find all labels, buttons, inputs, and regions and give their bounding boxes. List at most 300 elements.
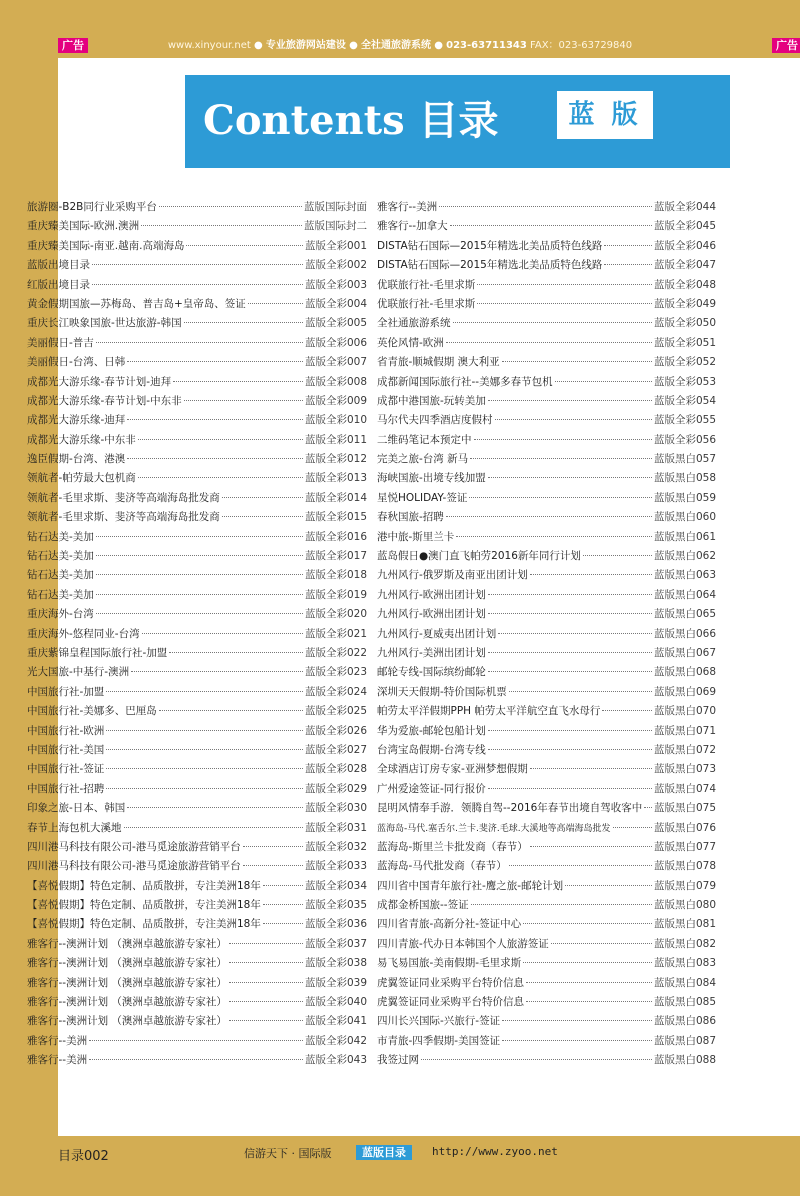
dot-leader — [138, 477, 303, 478]
toc-entry[interactable] — [27, 935, 367, 954]
toc-entry-page: 蓝版全彩052 — [653, 356, 716, 369]
toc-entry[interactable] — [27, 373, 367, 392]
toc-entry-page: 蓝版黑白069 — [653, 685, 716, 698]
toc-entry-title: 雅客行--澳洲计划 （澳洲卓越旅游专家社） — [27, 996, 227, 1009]
toc-entry-page: 蓝版全彩006 — [304, 336, 367, 349]
toc-entry-title: 春秋国旅-招聘 — [377, 511, 444, 524]
toc-entry-title: 雅客行--澳洲计划 （澳洲卓越旅游专家社） — [27, 937, 227, 950]
toc-entry[interactable] — [27, 625, 367, 644]
toc-entry-title: 领航者-毛里求斯、斐济等高端海岛批发商 — [27, 511, 220, 524]
dot-leader — [604, 245, 652, 246]
header-slogan-2: 全社通旅游系统 — [361, 40, 432, 51]
toc-entry[interactable] — [377, 954, 716, 973]
dot-leader — [446, 342, 652, 343]
toc-entry[interactable] — [27, 760, 367, 779]
toc-entry[interactable] — [27, 896, 367, 915]
toc-entry-title: 雅客行--加拿大 — [377, 220, 448, 233]
dot-leader — [96, 613, 303, 614]
toc-entry-title: 易飞易国旅-美南假期-毛里求斯 — [377, 957, 522, 970]
toc-entry-page: 蓝版黑白087 — [653, 1034, 716, 1047]
toc-entry-title: 英伦风情-欧洲 — [377, 336, 444, 349]
dot-leader — [263, 923, 303, 924]
dot-leader — [124, 827, 303, 828]
dot-leader — [141, 225, 302, 226]
toc-entry[interactable] — [377, 528, 716, 547]
dot-leader — [488, 749, 652, 750]
toc-entry-title: 成都光大游乐缘-春节计划-中东非 — [27, 394, 182, 407]
toc-entry[interactable] — [377, 605, 716, 624]
toc-entry-page: 蓝版全彩001 — [304, 239, 367, 252]
dot-leader — [474, 439, 652, 440]
toc-entry[interactable] — [27, 586, 367, 605]
dot-leader — [502, 1020, 652, 1021]
toc-entry[interactable] — [27, 915, 367, 934]
dot-leader — [106, 691, 303, 692]
dot-leader — [530, 768, 652, 769]
toc-entry-title: 逸臣假期-台湾、港澳 — [27, 453, 126, 466]
toc-entry-page: 蓝版全彩026 — [304, 724, 367, 737]
toc-entry[interactable] — [27, 663, 367, 682]
toc-entry[interactable] — [377, 198, 716, 217]
toc-entry-title: 蓝海岛-斯里兰卡批发商（春节） — [377, 840, 528, 853]
dot-leader — [502, 1040, 652, 1041]
toc-entry-page: 蓝版全彩024 — [304, 685, 367, 698]
toc-entry-page: 蓝版黑白068 — [653, 666, 716, 679]
toc-entry-title: 美丽假日-台湾、日韩 — [27, 356, 126, 369]
footer-page-number: 目录002 — [58, 1149, 109, 1164]
toc-entry[interactable] — [27, 276, 367, 295]
toc-entry-title: 九州风行-欧洲出团计划 — [377, 588, 486, 601]
dot-leader — [456, 536, 652, 537]
toc-entry-title: 成都新闻国际旅行社--美娜多春节包机 — [377, 375, 553, 388]
header-url[interactable]: www.xinyour.net — [167, 40, 251, 51]
toc-entry[interactable] — [377, 508, 716, 527]
toc-entry-title: 黄金假期国旅—苏梅岛、普吉岛+皇帝岛、签证 — [27, 297, 246, 310]
toc-entry-page: 蓝版黑白083 — [653, 957, 716, 970]
toc-entry-page: 蓝版全彩025 — [304, 705, 367, 718]
toc-entry[interactable] — [27, 1012, 367, 1031]
dot-leader — [229, 1020, 303, 1021]
dot-leader — [229, 943, 303, 944]
footer-brand: 信游天下 · 国际版 — [244, 1147, 332, 1160]
toc-entry[interactable] — [377, 722, 716, 741]
toc-entry-page: 蓝版全彩013 — [304, 472, 367, 485]
toc-entry-title: 中国旅行社-美娜多、巴厘岛 — [27, 705, 157, 718]
toc-entry-title: 四川长兴国际-兴旅行-签证 — [377, 1015, 501, 1028]
dot-leader — [131, 671, 303, 672]
toc-entry-page: 蓝版黑白058 — [653, 472, 716, 485]
toc-entry[interactable] — [377, 566, 716, 585]
toc-entry-page: 蓝版全彩014 — [304, 491, 367, 504]
dot-leader — [92, 264, 303, 265]
toc-entry-page: 蓝版黑白057 — [653, 453, 716, 466]
toc-entry[interactable] — [27, 993, 367, 1012]
toc-entry[interactable] — [377, 780, 716, 799]
dot-leader — [488, 400, 652, 401]
toc-entry-page: 蓝版全彩030 — [304, 802, 367, 815]
toc-entry-page: 蓝版全彩003 — [304, 278, 367, 291]
dot-leader — [184, 322, 303, 323]
toc-entry[interactable] — [377, 663, 716, 682]
toc-entry-page: 蓝版全彩027 — [304, 743, 367, 756]
toc-entry[interactable] — [377, 392, 716, 411]
toc-entry[interactable] — [377, 683, 716, 702]
dot-leader — [138, 439, 303, 440]
toc-entry-title: 马尔代夫四季酒店度假村 — [377, 414, 493, 427]
toc-entry-page: 蓝版全彩004 — [304, 297, 367, 310]
dot-leader — [488, 788, 652, 789]
toc-entry[interactable] — [27, 411, 367, 430]
toc-entry[interactable] — [377, 935, 716, 954]
dot-leader — [159, 206, 302, 207]
toc-entry[interactable] — [377, 625, 716, 644]
toc-entry-title: 钻石达美-美加 — [27, 569, 94, 582]
toc-entry[interactable] — [377, 276, 716, 295]
toc-entry[interactable] — [27, 450, 367, 469]
toc-column-left — [27, 198, 367, 1071]
toc-entry-title: 蓝岛假日●澳门直飞帕劳2016新年同行计划 — [377, 550, 581, 563]
toc-entry-page: 蓝版黑白066 — [653, 627, 716, 640]
dot-leader — [186, 245, 302, 246]
toc-entry-title: 全社通旅游系统 — [377, 317, 451, 330]
toc-entry-page: 蓝版黑白080 — [653, 899, 716, 912]
toc-entry[interactable] — [27, 528, 367, 547]
toc-entry[interactable] — [377, 760, 716, 779]
toc-entry[interactable] — [377, 702, 716, 721]
toc-entry-title: 钻石达美-美加 — [27, 550, 94, 563]
toc-entry-page: 蓝版全彩055 — [653, 414, 716, 427]
dot-leader — [488, 671, 652, 672]
bullet: ● — [434, 40, 447, 51]
toc-entry[interactable] — [27, 741, 367, 760]
dot-leader — [127, 361, 303, 362]
toc-entry[interactable] — [377, 547, 716, 566]
toc-entry[interactable] — [27, 237, 367, 256]
toc-entry-title: 台湾宝岛假期-台湾专线 — [377, 743, 486, 756]
toc-entry-page: 蓝版全彩011 — [304, 433, 367, 446]
toc-entry-page: 蓝版全彩044 — [653, 201, 716, 213]
toc-entry-title: 中国旅行社-加盟 — [27, 685, 105, 698]
dot-leader — [159, 710, 303, 711]
toc-entry-page: 蓝版黑白073 — [653, 763, 716, 776]
toc-entry-title: 重庆海外-悠程同业-台湾 — [27, 627, 140, 640]
dot-leader — [263, 885, 303, 886]
toc-entry[interactable] — [377, 993, 716, 1012]
toc-entry-title: 四川港马科技有限公司-港马觅途旅游营销平台 — [27, 840, 241, 853]
toc-entry-title: 成都中港国旅-玩转美加 — [377, 394, 486, 407]
dot-leader — [495, 419, 652, 420]
toc-entry-title: 优联旅行社-毛里求斯 — [377, 278, 476, 291]
toc-entry[interactable] — [27, 392, 367, 411]
dot-leader — [526, 982, 652, 983]
toc-entry[interactable] — [27, 566, 367, 585]
toc-entry-page: 蓝版全彩054 — [653, 394, 716, 407]
toc-entry[interactable] — [27, 974, 367, 993]
toc-entry-title: 华为爱旅-邮轮包船计划 — [377, 724, 486, 737]
toc-entry[interactable] — [27, 334, 367, 353]
dot-leader — [477, 284, 652, 285]
toc-entry-title: 完美之旅-台湾 新马 — [377, 453, 469, 466]
toc-entry[interactable] — [27, 683, 367, 702]
toc-entry-title: 四川港马科技有限公司-港马觅途旅游营销平台 — [27, 860, 241, 873]
toc-entry-title: 蓝海岛-马代批发商（春节） — [377, 860, 507, 873]
toc-entry-title: 重庆臻美国际-南亚.越南.高端海岛 — [27, 239, 185, 252]
toc-entry-title: 海峡国旅-出境专线加盟 — [377, 472, 486, 485]
dot-leader — [421, 1059, 652, 1060]
toc-entry-page: 蓝版全彩029 — [304, 782, 367, 795]
toc-entry-page: 蓝版全彩050 — [653, 317, 716, 330]
dot-leader — [89, 1059, 303, 1060]
toc-entry-title: 九州风行-欧洲出团计划 — [377, 608, 486, 621]
dot-leader — [173, 381, 303, 382]
toc-entry[interactable] — [377, 1012, 716, 1031]
toc-entry[interactable] — [27, 217, 367, 236]
toc-entry-title: 雅客行--澳洲计划 （澳洲卓越旅游专家社） — [27, 957, 227, 970]
footer-url[interactable]: http://www.zyoo.net — [432, 1145, 558, 1158]
toc-entry[interactable] — [377, 1032, 716, 1051]
toc-entry[interactable] — [27, 469, 367, 488]
toc-entry-title: 四川省中国青年旅行社-鹰之旅-邮轮计划 — [377, 879, 564, 892]
contents-banner — [185, 75, 730, 168]
toc-entry-title: 光大国旅-中基行-澳洲 — [27, 666, 130, 679]
toc-entry-page: 蓝版黑白081 — [653, 918, 716, 931]
toc-entry[interactable] — [377, 469, 716, 488]
dot-leader — [106, 788, 303, 789]
toc-entry-title: 九州风行-俄罗斯及南亚出团计划 — [377, 569, 528, 582]
toc-entry-title: 领航者-帕劳最大包机商 — [27, 472, 136, 485]
toc-entry-page: 蓝版全彩002 — [304, 259, 367, 272]
toc-entry-title: 雅客行--美洲 — [377, 201, 438, 213]
header-phone: 023-63711343 — [446, 40, 527, 51]
toc-entry-title: 优联旅行社-毛里求斯 — [377, 297, 476, 310]
toc-entry[interactable] — [377, 741, 716, 760]
toc-entry-title: 九州风行-美洲出团计划 — [377, 646, 486, 659]
dot-leader — [243, 865, 303, 866]
toc-entry[interactable] — [27, 489, 367, 508]
toc-entry-title: 蓝海岛-马代.塞舌尔.兰卡.斐济.毛球.大溪地等高端海岛批发 — [377, 823, 611, 834]
toc-entry-page: 蓝版全彩021 — [304, 627, 367, 640]
toc-entry-title: 我签过网 — [377, 1054, 419, 1067]
toc-entry-page: 蓝版黑白084 — [653, 976, 716, 989]
toc-entry[interactable] — [377, 838, 716, 857]
toc-entry-title: 雅客行--美洲 — [27, 1034, 88, 1047]
dot-leader — [604, 264, 652, 265]
dot-leader — [453, 322, 652, 323]
toc-entry[interactable] — [377, 974, 716, 993]
toc-entry[interactable] — [377, 314, 716, 333]
toc-entry-title: 蓝版出境目录 — [27, 259, 90, 272]
toc-entry-page: 蓝版黑白075 — [653, 802, 716, 815]
toc-entry[interactable] — [27, 1032, 367, 1051]
toc-entry-title: 中国旅行社-签证 — [27, 763, 105, 776]
ad-badge-right: 广告 — [772, 38, 800, 53]
toc-entry-title: 美丽假日-普吉 — [27, 336, 94, 349]
toc-entry-title: 重庆海外-台湾 — [27, 608, 94, 621]
toc-entry-title: DISTA钻石国际—2015年精选北美品质特色线路 — [377, 239, 603, 252]
toc-entry-page: 蓝版黑白059 — [653, 491, 716, 504]
toc-entry[interactable] — [377, 295, 716, 314]
toc-entry[interactable] — [27, 431, 367, 450]
toc-entry-page: 蓝版全彩048 — [653, 278, 716, 291]
toc-entry-title: 虎翼签证同业采购平台特价信息 — [377, 976, 524, 989]
toc-entry[interactable] — [377, 373, 716, 392]
toc-entry-page: 蓝版全彩015 — [304, 511, 367, 524]
dot-leader — [644, 807, 652, 808]
footer-badge: 蓝版目录 — [356, 1145, 412, 1160]
dot-leader — [555, 381, 652, 382]
dot-leader — [96, 574, 303, 575]
dot-leader — [502, 361, 652, 362]
toc-entry[interactable] — [27, 954, 367, 973]
toc-entry-page: 蓝版黑白063 — [653, 569, 716, 582]
ad-badge-left: 广告 — [58, 38, 88, 53]
toc-entry[interactable] — [27, 799, 367, 818]
toc-entry-title: DISTA钻石国际—2015年精选北美品质特色线路 — [377, 259, 603, 272]
dot-leader — [92, 284, 303, 285]
toc-entry[interactable] — [377, 431, 716, 450]
toc-entry[interactable] — [27, 295, 367, 314]
toc-entry-title: 成都光大游乐缘-迪拜 — [27, 414, 126, 427]
toc-entry[interactable] — [27, 547, 367, 566]
toc-entry[interactable] — [377, 450, 716, 469]
toc-entry[interactable] — [377, 334, 716, 353]
toc-entry[interactable] — [377, 586, 716, 605]
toc-entry-page: 蓝版全彩038 — [304, 957, 367, 970]
toc-entry[interactable] — [27, 644, 367, 663]
toc-entry-page: 蓝版全彩032 — [304, 840, 367, 853]
toc-entry-title: 重庆长江映象国旅-世达旅游-韩国 — [27, 317, 182, 330]
toc-entry[interactable] — [377, 256, 716, 275]
dot-leader — [89, 1040, 303, 1041]
toc-entry[interactable] — [27, 722, 367, 741]
dot-leader — [106, 730, 303, 731]
toc-entry-title: 港中旅-斯里兰卡 — [377, 530, 455, 543]
bullet: ● — [254, 40, 266, 51]
toc-entry-title: 雅客行--澳洲计划 （澳洲卓越旅游专家社） — [27, 976, 227, 989]
toc-entry[interactable] — [27, 780, 367, 799]
toc-entry[interactable] — [377, 877, 716, 896]
toc-entry-page: 蓝版黑白071 — [653, 724, 716, 737]
toc-entry[interactable] — [377, 896, 716, 915]
toc-entry-title: 广州爱途签证-同行报价 — [377, 782, 486, 795]
toc-entry-page: 蓝版全彩022 — [304, 646, 367, 659]
toc-entry[interactable] — [377, 644, 716, 663]
footer — [0, 1136, 800, 1196]
toc-entry-title: 【喜悦假期】特色定制、品质散拼，专注美洲18年 — [27, 879, 261, 892]
dot-leader — [229, 982, 303, 983]
dot-leader — [613, 827, 652, 828]
toc-entry-page: 蓝版全彩047 — [653, 259, 716, 272]
toc-entry-title: 邮轮专线-国际缤纷邮轮 — [377, 666, 486, 679]
edition-badge: 蓝 版 — [557, 91, 653, 139]
toc-entry[interactable] — [377, 915, 716, 934]
dot-leader — [243, 846, 303, 847]
dot-leader — [523, 962, 652, 963]
toc-entry[interactable] — [27, 605, 367, 624]
toc-entry[interactable] — [377, 411, 716, 430]
toc-entry-page: 蓝版黑白062 — [653, 550, 716, 563]
dot-leader — [96, 342, 303, 343]
dot-leader — [509, 865, 652, 866]
toc-entry[interactable] — [27, 819, 367, 838]
dot-leader — [106, 749, 303, 750]
header-fax: FAX：023-63729840 — [530, 40, 633, 51]
toc-entry-title: 帕劳太平洋假期PPH 帕劳太平洋航空直飞水母行 — [377, 705, 601, 718]
toc-entry-title: 成都金桥国旅--签证 — [377, 899, 469, 912]
toc-entry[interactable] — [27, 857, 367, 876]
toc-entry[interactable] — [377, 857, 716, 876]
dot-leader — [523, 923, 652, 924]
dot-leader — [530, 574, 652, 575]
toc-entry[interactable] — [377, 489, 716, 508]
dot-leader — [248, 303, 303, 304]
toc-entry[interactable] — [377, 217, 716, 236]
toc-entry[interactable] — [27, 702, 367, 721]
toc-entry[interactable] — [27, 838, 367, 857]
toc-entry-page: 蓝版全彩019 — [304, 588, 367, 601]
toc-entry[interactable] — [27, 1051, 367, 1070]
dot-leader — [488, 477, 652, 478]
dot-leader — [488, 652, 652, 653]
dot-leader — [498, 633, 652, 634]
toc-entry[interactable] — [377, 353, 716, 372]
toc-entry-page: 蓝版黑白074 — [653, 782, 716, 795]
toc-entry[interactable] — [377, 819, 716, 838]
dot-leader — [263, 904, 303, 905]
toc-entry-title: 春节上海包机大溪地 — [27, 821, 122, 834]
toc-entry-page: 蓝版黑白085 — [653, 996, 716, 1009]
toc-entry-page: 蓝版黑白079 — [653, 879, 716, 892]
toc-entry[interactable] — [377, 1051, 716, 1070]
toc-entry-page: 蓝版全彩051 — [653, 336, 716, 349]
toc-entry[interactable] — [27, 508, 367, 527]
toc-entry-title: 雅客行--美洲 — [27, 1054, 88, 1067]
toc-entry[interactable] — [27, 256, 367, 275]
toc-entry-page: 蓝版全彩016 — [304, 530, 367, 543]
dot-leader — [96, 555, 303, 556]
header-info — [0, 38, 800, 53]
toc-entry-title: 【喜悦假期】特色定制、品质散拼，专注美洲18年 — [27, 899, 261, 912]
dot-leader — [184, 400, 303, 401]
toc-entry[interactable] — [377, 799, 716, 818]
toc-entry[interactable] — [27, 314, 367, 333]
toc-entry-page: 蓝版黑白070 — [653, 705, 716, 718]
dot-leader — [488, 613, 652, 614]
toc-entry-title: 成都光大游乐缘-中东非 — [27, 433, 136, 446]
dot-leader — [446, 516, 652, 517]
toc-entry[interactable] — [27, 877, 367, 896]
toc-entry-page: 蓝版全彩010 — [304, 414, 367, 427]
dot-leader — [127, 458, 303, 459]
dot-leader — [169, 652, 303, 653]
toc-entry-page: 蓝版全彩012 — [304, 453, 367, 466]
dot-leader — [471, 904, 652, 905]
dot-leader — [477, 303, 652, 304]
toc-entry[interactable] — [27, 198, 367, 217]
toc-entry-page: 蓝版全彩028 — [304, 763, 367, 776]
toc-entry-title: 全球酒店订房专家-亚洲梦想假期 — [377, 763, 528, 776]
dot-leader — [526, 1001, 652, 1002]
toc-entry-title: 旅游圈-B2B同行业采购平台 — [27, 201, 157, 213]
toc-entry-page: 蓝版全彩020 — [304, 608, 367, 621]
toc-entry[interactable] — [27, 353, 367, 372]
toc-entry-page: 蓝版国际封面 — [304, 201, 367, 213]
toc-entry-title: 昆明风情奉手游．领腾自驾--2016年春节出境自驾收客中 — [377, 802, 643, 815]
toc-entry-page: 蓝版全彩031 — [304, 821, 367, 834]
toc-entry[interactable] — [377, 237, 716, 256]
toc-entry-page: 蓝版黑白061 — [653, 530, 716, 543]
toc-entry-page: 蓝版黑白065 — [653, 608, 716, 621]
